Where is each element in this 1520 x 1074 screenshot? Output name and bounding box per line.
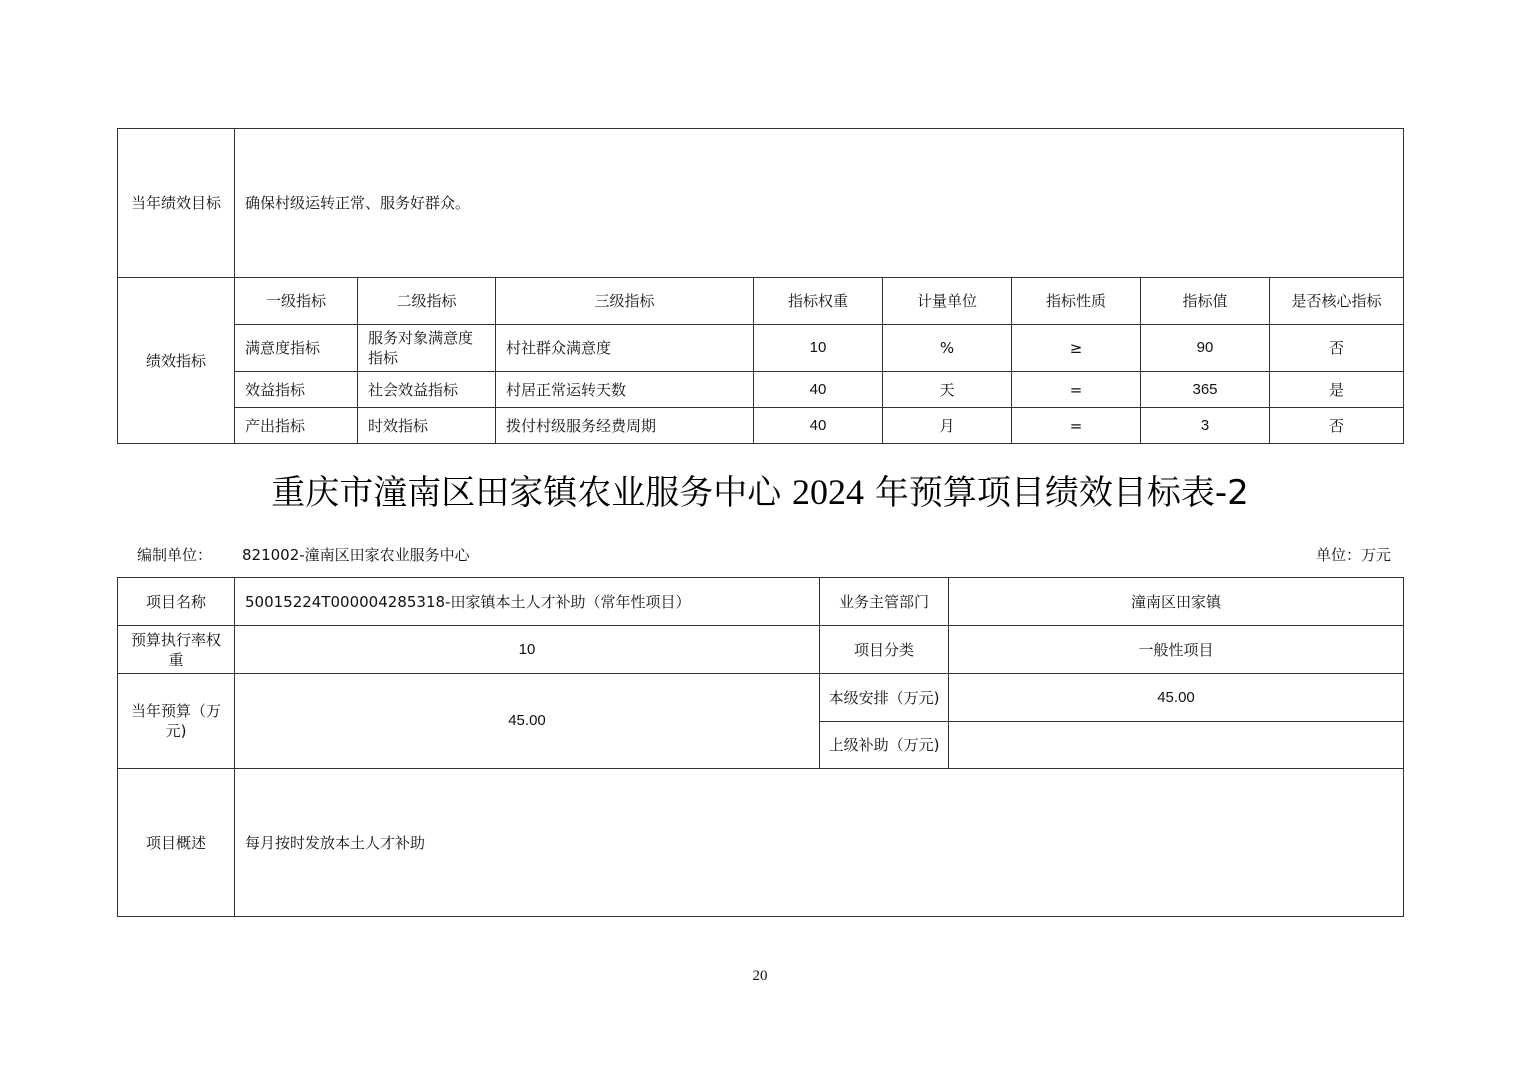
exec-weight-value: 10 [235, 626, 820, 674]
project-name: 50015224T000004285318-田家镇本土人才补助（常年性项目） [235, 578, 820, 626]
title-prefix: 重庆市潼南区田家镇农业服务中心 [271, 473, 782, 513]
cell-core: 是 [1270, 372, 1404, 408]
cell-nature: ≥ [1012, 325, 1141, 372]
cell-unit: % [883, 325, 1012, 372]
cell-core: 否 [1270, 325, 1404, 372]
title-year: 2024 [792, 472, 865, 512]
header-nature: 指标性质 [1012, 278, 1141, 325]
table-row [118, 325, 1404, 372]
header-level3: 三级指标 [496, 278, 754, 325]
cell-level3: 拨付村级服务经费周期 [496, 408, 754, 444]
cell-level2: 时效指标 [358, 408, 496, 444]
overview-label: 项目概述 [118, 769, 235, 917]
category-value: 一般性项目 [949, 626, 1404, 674]
exec-weight-label: 预算执行率权重 [118, 626, 235, 674]
cell-unit: 月 [883, 408, 1012, 444]
dept-label: 业务主管部门 [820, 578, 949, 626]
performance-indicators-table [117, 128, 1404, 444]
local-value: 45.00 [949, 674, 1404, 722]
cell-value: 3 [1141, 408, 1270, 444]
cell-weight: 10 [754, 325, 883, 372]
cell-level1: 产出指标 [235, 408, 358, 444]
cell-nature: = [1012, 372, 1141, 408]
project-info-table [117, 577, 1404, 917]
header-core: 是否核心指标 [1270, 278, 1404, 325]
cell-weight: 40 [754, 408, 883, 444]
goal-text: 确保村级运转正常、服务好群众。 [235, 129, 1404, 278]
overview-text: 每月按时发放本土人才补助 [235, 769, 1404, 917]
cell-unit: 天 [883, 372, 1012, 408]
header-unit: 计量单位 [883, 278, 1012, 325]
dept-value: 潼南区田家镇 [949, 578, 1404, 626]
local-label: 本级安排（万元) [820, 674, 949, 722]
unit-label: 单位：万元 [1315, 546, 1391, 564]
cell-level3: 村居正常运转天数 [496, 372, 754, 408]
cell-value: 90 [1141, 325, 1270, 372]
budget-value: 45.00 [235, 674, 820, 769]
org-label: 编制单位： [137, 546, 213, 564]
table-row [118, 408, 1404, 444]
cell-level2: 社会效益指标 [358, 372, 496, 408]
cell-level1: 满意度指标 [235, 325, 358, 372]
project-name-label: 项目名称 [118, 578, 235, 626]
header-level2: 二级指标 [358, 278, 496, 325]
cell-value: 365 [1141, 372, 1270, 408]
cell-nature: = [1012, 408, 1141, 444]
goal-label: 当年绩效目标 [118, 129, 235, 278]
page-title [0, 470, 1520, 515]
upper-label: 上级补助（万元) [820, 722, 949, 769]
indicators-label: 绩效指标 [118, 278, 235, 444]
cell-weight: 40 [754, 372, 883, 408]
header-level1: 一级指标 [235, 278, 358, 325]
budget-label: 当年预算（万元) [118, 674, 235, 769]
cell-level2: 服务对象满意度指标 [358, 325, 496, 372]
title-suffix: 年预算项目绩效目标表-2 [874, 473, 1249, 513]
page-number: 20 [752, 968, 768, 984]
header-value: 指标值 [1141, 278, 1270, 325]
header-weight: 指标权重 [754, 278, 883, 325]
table-row [118, 372, 1404, 408]
cell-core: 否 [1270, 408, 1404, 444]
org-value: 821002-潼南区田家农业服务中心 [242, 546, 470, 564]
category-label: 项目分类 [820, 626, 949, 674]
upper-value [949, 722, 1404, 769]
cell-level1: 效益指标 [235, 372, 358, 408]
cell-level3: 村社群众满意度 [496, 325, 754, 372]
